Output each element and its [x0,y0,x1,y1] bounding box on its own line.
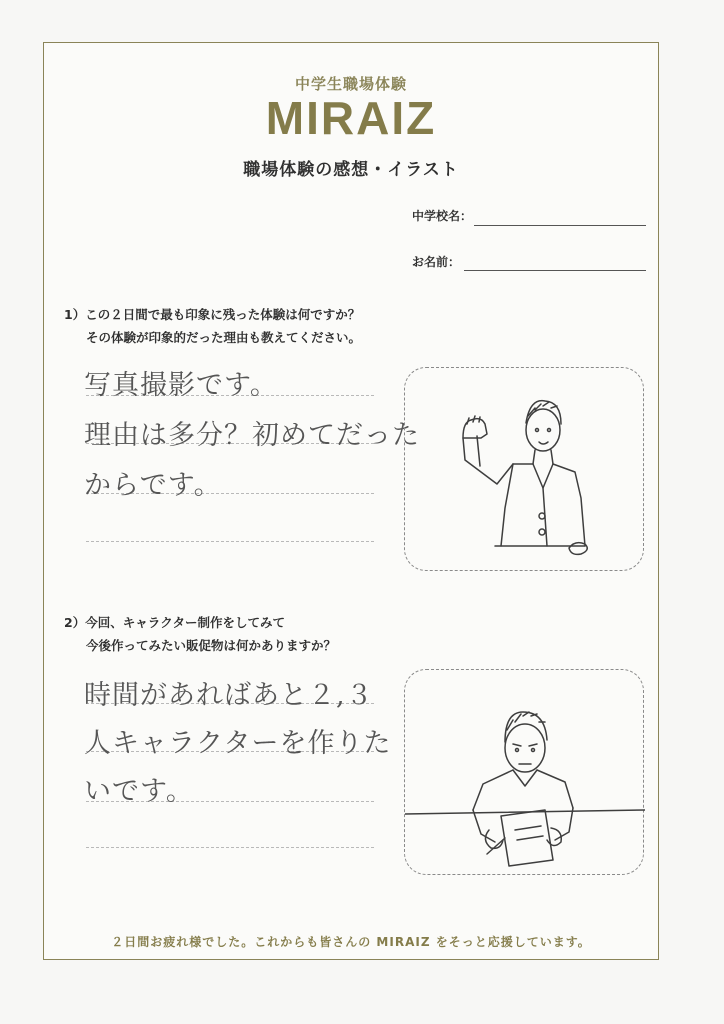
illustration2-box [404,669,644,875]
question2-line2: 今後作ってみたい販促物は何かありますか？ [86,638,337,653]
question2-line1: 2）今回、キャラクター制作をしてみて [64,615,285,630]
illustration1-sketch [405,368,645,572]
answer1-handwriting-line: 写真撮影です。 [84,370,278,401]
answer2-handwriting-line: 人キャラクターを作りた [84,728,392,759]
illustration1-box [404,367,644,571]
name-field[interactable] [464,270,646,271]
answer2-rule [86,847,374,848]
school-label: 中学校名： [412,209,473,223]
header-caption: 職場体験の感想・イラスト [243,160,459,180]
illustration2-sketch [405,670,645,876]
school-field[interactable] [474,225,646,226]
answer1-handwriting-line: 理由は多分？初めてだった [84,420,420,451]
header-subtitle: 中学生職場体験 [294,75,407,93]
answer1-rule [86,541,374,542]
answer2-handwriting-line: いです。 [84,776,194,807]
question1-line2: その体験が印象的だった理由も教えてください。 [86,330,362,345]
footer-message: ２日間お疲れ様でした。これからも皆さんの MIRAIZ をそっと応援しています。 [111,935,591,949]
name-label: お名前： [412,255,461,269]
question1-line1: 1）この２日間で最も印象に残った体験は何ですか？ [64,307,361,322]
answer1-handwriting-line: からです。 [84,470,222,501]
worksheet-frame [43,42,659,960]
header-title: MIRAIZ [265,92,437,144]
answer2-handwriting-line: 時間があればあと２,３ [84,680,374,711]
